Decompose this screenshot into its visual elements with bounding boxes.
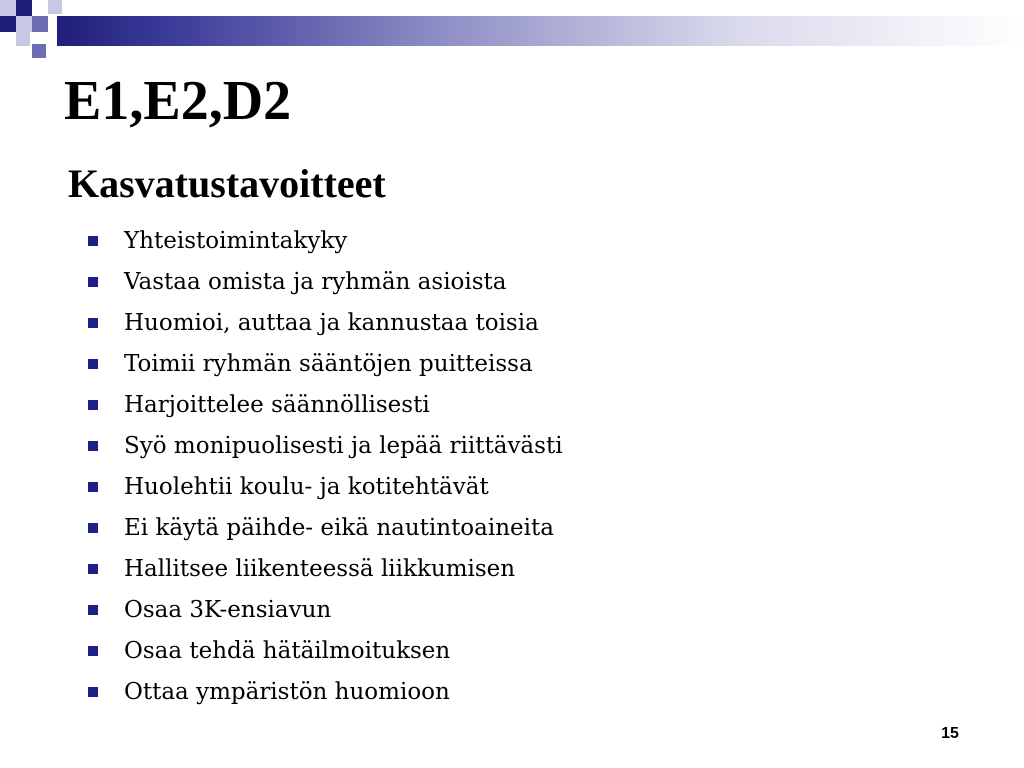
- decor-square-icon: [16, 0, 32, 16]
- square-bullet-icon: [88, 236, 98, 246]
- bullet-list: [88, 220, 563, 712]
- decor-square-icon: [0, 0, 16, 16]
- slide-title: E1,E2,D2: [64, 70, 292, 132]
- header-gradient-bar: [57, 16, 1024, 46]
- bullet-item: [88, 630, 563, 671]
- bullet-text: Harjoittelee säännöllisesti: [124, 391, 430, 418]
- square-bullet-icon: [88, 605, 98, 615]
- bullet-item: [88, 302, 563, 343]
- decor-square-icon: [48, 0, 62, 14]
- square-bullet-icon: [88, 564, 98, 574]
- bullet-item: [88, 466, 563, 507]
- square-bullet-icon: [88, 400, 98, 410]
- decor-square-icon: [16, 16, 32, 32]
- bullet-text: Huolehtii koulu- ja kotitehtävät: [124, 473, 489, 500]
- square-bullet-icon: [88, 277, 98, 287]
- square-bullet-icon: [88, 359, 98, 369]
- square-bullet-icon: [88, 482, 98, 492]
- square-bullet-icon: [88, 687, 98, 697]
- bullet-item: [88, 548, 563, 589]
- square-bullet-icon: [88, 646, 98, 656]
- bullet-text: Toimii ryhmän sääntöjen puitteissa: [124, 350, 533, 377]
- bullet-text: Hallitsee liikenteessä liikkumisen: [124, 555, 516, 582]
- decor-square-icon: [32, 16, 48, 32]
- bullet-item: [88, 343, 563, 384]
- bullet-item: [88, 261, 563, 302]
- square-bullet-icon: [88, 523, 98, 533]
- bullet-item: [88, 507, 563, 548]
- decor-square-icon: [16, 32, 30, 46]
- bullet-item: [88, 671, 563, 712]
- bullet-item: [88, 220, 563, 261]
- bullet-item: [88, 384, 563, 425]
- slide-subtitle: Kasvatustavoitteet: [68, 161, 386, 206]
- bullet-text: Vastaa omista ja ryhmän asioista: [124, 268, 507, 295]
- bullet-text: Ottaa ympäristön huomioon: [124, 678, 450, 705]
- square-bullet-icon: [88, 441, 98, 451]
- page-number: 15: [941, 725, 959, 742]
- bullet-text: Huomioi, auttaa ja kannustaa toisia: [124, 309, 539, 336]
- bullet-text: Syö monipuolisesti ja lepää riittävästi: [124, 432, 563, 459]
- bullet-item: [88, 425, 563, 466]
- bullet-text: Ei käytä päihde- eikä nautintoaineita: [124, 514, 554, 541]
- bullet-text: Osaa tehdä hätäilmoituksen: [124, 637, 451, 664]
- bullet-item: [88, 589, 563, 630]
- bullet-text: Osaa 3K-ensiavun: [124, 596, 332, 623]
- decor-square-icon: [0, 16, 16, 32]
- square-bullet-icon: [88, 318, 98, 328]
- bullet-text: Yhteistoimintakyky: [124, 227, 348, 254]
- decor-square-icon: [32, 44, 46, 58]
